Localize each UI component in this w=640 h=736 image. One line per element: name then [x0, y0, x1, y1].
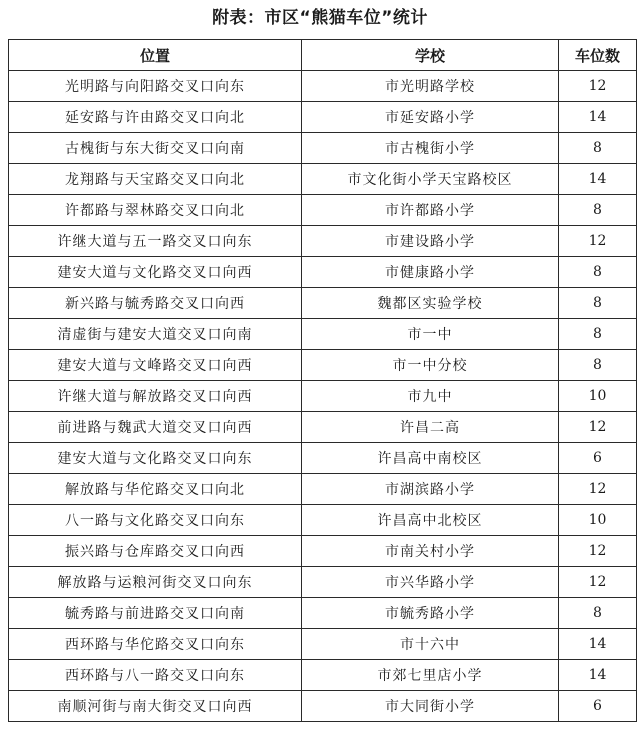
cell-spaces: 8 [559, 288, 637, 319]
table-row [9, 629, 637, 660]
table-header-row [9, 40, 637, 71]
cell-spaces: 8 [559, 257, 637, 288]
cell-location: 西环路与华佗路交叉口向东 [9, 629, 302, 660]
cell-school: 市毓秀路小学 [302, 598, 559, 629]
cell-location: 许继大道与解放路交叉口向西 [9, 381, 302, 412]
cell-spaces: 12 [559, 474, 637, 505]
table-row [9, 691, 637, 722]
cell-school: 市光明路学校 [302, 71, 559, 102]
cell-location: 许继大道与五一路交叉口向东 [9, 226, 302, 257]
cell-spaces: 8 [559, 350, 637, 381]
table-row [9, 288, 637, 319]
cell-school: 魏都区实验学校 [302, 288, 559, 319]
cell-school: 市古槐街小学 [302, 133, 559, 164]
cell-school: 市许都路小学 [302, 195, 559, 226]
cell-spaces: 8 [559, 195, 637, 226]
table-row [9, 660, 637, 691]
cell-spaces: 8 [559, 598, 637, 629]
cell-school: 市湖滨路小学 [302, 474, 559, 505]
cell-school: 许昌高中南校区 [302, 443, 559, 474]
table-row [9, 319, 637, 350]
table-row [9, 102, 637, 133]
cell-school: 市郊七里店小学 [302, 660, 559, 691]
cell-location: 南顺河街与南大街交叉口向西 [9, 691, 302, 722]
cell-location: 西环路与八一路交叉口向东 [9, 660, 302, 691]
cell-school: 市建设路小学 [302, 226, 559, 257]
cell-location: 延安路与许由路交叉口向北 [9, 102, 302, 133]
cell-location: 建安大道与文化路交叉口向西 [9, 257, 302, 288]
cell-location: 振兴路与仓库路交叉口向西 [9, 536, 302, 567]
cell-location: 解放路与运粮河街交叉口向东 [9, 567, 302, 598]
cell-spaces: 10 [559, 505, 637, 536]
cell-school: 市九中 [302, 381, 559, 412]
cell-school: 市兴华路小学 [302, 567, 559, 598]
cell-location: 毓秀路与前进路交叉口向南 [9, 598, 302, 629]
cell-spaces: 12 [559, 71, 637, 102]
cell-location: 古槐街与东大街交叉口向南 [9, 133, 302, 164]
cell-location: 光明路与向阳路交叉口向东 [9, 71, 302, 102]
cell-location: 龙翔路与天宝路交叉口向北 [9, 164, 302, 195]
cell-spaces: 14 [559, 660, 637, 691]
cell-school: 市十六中 [302, 629, 559, 660]
cell-school: 市文化街小学天宝路校区 [302, 164, 559, 195]
cell-spaces: 12 [559, 226, 637, 257]
cell-spaces: 14 [559, 629, 637, 660]
cell-location: 解放路与华佗路交叉口向北 [9, 474, 302, 505]
cell-spaces: 8 [559, 319, 637, 350]
cell-location: 八一路与文化路交叉口向东 [9, 505, 302, 536]
table-row [9, 350, 637, 381]
cell-location: 新兴路与毓秀路交叉口向西 [9, 288, 302, 319]
table-row [9, 226, 637, 257]
column-header-spaces: 车位数 [559, 40, 637, 71]
cell-school: 许昌高中北校区 [302, 505, 559, 536]
cell-spaces: 12 [559, 567, 637, 598]
table-row [9, 412, 637, 443]
cell-school: 市一中 [302, 319, 559, 350]
cell-spaces: 8 [559, 133, 637, 164]
cell-school: 市健康路小学 [302, 257, 559, 288]
table-row [9, 598, 637, 629]
cell-location: 建安大道与文化路交叉口向东 [9, 443, 302, 474]
table-row [9, 536, 637, 567]
cell-spaces: 6 [559, 443, 637, 474]
cell-school: 市大同街小学 [302, 691, 559, 722]
cell-school: 市南关村小学 [302, 536, 559, 567]
cell-spaces: 14 [559, 164, 637, 195]
cell-school: 市延安路小学 [302, 102, 559, 133]
table-row [9, 195, 637, 226]
cell-location: 清虚街与建安大道交叉口向南 [9, 319, 302, 350]
column-header-location: 位置 [9, 40, 302, 71]
cell-spaces: 12 [559, 412, 637, 443]
table-row [9, 474, 637, 505]
table-row [9, 71, 637, 102]
table-row [9, 164, 637, 195]
cell-school: 市一中分校 [302, 350, 559, 381]
cell-location: 建安大道与文峰路交叉口向西 [9, 350, 302, 381]
table-row [9, 443, 637, 474]
page-title: 附表：市区“熊猫车位”统计 [212, 8, 428, 28]
table-row [9, 381, 637, 412]
table-row [9, 505, 637, 536]
table-row [9, 257, 637, 288]
cell-spaces: 12 [559, 536, 637, 567]
cell-spaces: 6 [559, 691, 637, 722]
table-row [9, 567, 637, 598]
table-body [9, 71, 637, 722]
cell-school: 许昌二高 [302, 412, 559, 443]
cell-spaces: 10 [559, 381, 637, 412]
cell-location: 前进路与魏武大道交叉口向西 [9, 412, 302, 443]
table-row [9, 133, 637, 164]
parking-spaces-table [8, 39, 637, 722]
column-header-school: 学校 [302, 40, 559, 71]
cell-spaces: 14 [559, 102, 637, 133]
cell-location: 许都路与翠林路交叉口向北 [9, 195, 302, 226]
